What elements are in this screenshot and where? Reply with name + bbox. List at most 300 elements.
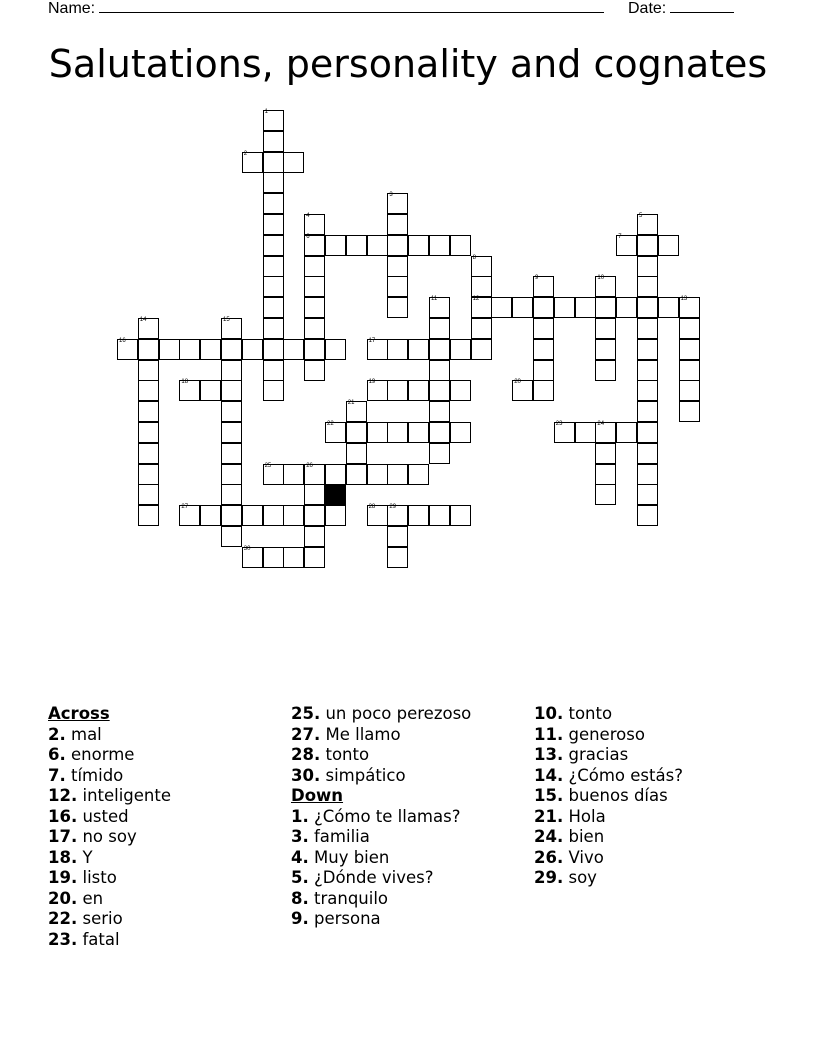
clue-number: 10. [534, 704, 564, 723]
clue-number: 17. [48, 827, 78, 846]
crossword-cell[interactable] [387, 276, 408, 297]
clue-text: simpático [320, 765, 406, 785]
crossword-cell[interactable] [387, 235, 408, 256]
crossword-cell[interactable] [221, 484, 242, 505]
clue-text: Me llamo [320, 724, 401, 744]
crossword-cell[interactable] [554, 422, 575, 443]
clue-column-3 [534, 704, 774, 889]
crossword-cell[interactable] [658, 297, 679, 318]
down-heading: Down [291, 786, 344, 805]
clue-text: Muy bien [308, 847, 390, 867]
crossword-cell[interactable] [304, 526, 325, 547]
crossword-cell[interactable] [471, 339, 492, 360]
across-clue-list-part-2 [291, 704, 531, 786]
crossword-cell[interactable] [429, 318, 450, 339]
down-clue [534, 868, 774, 889]
clue-column-2 [291, 704, 531, 930]
crossword-cell[interactable] [616, 297, 637, 318]
crossword-cell[interactable] [367, 422, 388, 443]
crossword-cell[interactable] [367, 464, 388, 485]
crossword-cell[interactable] [138, 339, 159, 360]
cell-number: 22 [327, 421, 334, 427]
clue-number: 30. [291, 765, 321, 785]
crossword-cell[interactable] [221, 443, 242, 464]
crossword-cell[interactable] [263, 152, 284, 173]
crossword-cell[interactable] [408, 235, 429, 256]
cell-number: 24 [597, 421, 605, 427]
crossword-cell[interactable] [304, 339, 325, 360]
across-clue [291, 766, 531, 787]
cell-number: 29 [389, 504, 397, 511]
crossword-cell[interactable] [263, 256, 284, 277]
crossword-cell[interactable] [637, 464, 658, 485]
clue-text: usted [77, 806, 129, 826]
crossword-cell[interactable] [263, 214, 284, 235]
crossword-cell[interactable] [283, 464, 304, 485]
crossword-cell[interactable] [263, 360, 284, 381]
cell-number: 15 [223, 317, 230, 323]
crossword-cell[interactable] [263, 276, 284, 297]
crossword-cell[interactable] [387, 464, 408, 485]
down-clue [291, 827, 531, 848]
crossword-cell[interactable] [138, 484, 159, 505]
clue-number: 23. [48, 929, 78, 949]
crossword-cell[interactable] [304, 318, 325, 339]
crossword-cell[interactable] [429, 443, 450, 464]
crossword-cell[interactable] [304, 235, 325, 256]
across-clue [48, 725, 288, 746]
across-clue-list-part-1 [48, 725, 288, 951]
crossword-cell[interactable] [595, 464, 616, 485]
crossword-cell[interactable] [387, 422, 408, 443]
clue-text: tranquilo [308, 888, 389, 908]
crossword-cell[interactable] [637, 235, 658, 256]
name-blank-line[interactable] [99, 0, 604, 13]
cell-number: 9 [535, 275, 539, 282]
crossword-cell[interactable] [346, 235, 367, 256]
crossword-cell[interactable] [450, 422, 471, 443]
down-clue [291, 848, 531, 869]
cell-number: 26 [306, 462, 313, 469]
crossword-cell[interactable] [471, 256, 492, 277]
crossword-cell[interactable] [450, 380, 471, 401]
crossword-cell[interactable] [221, 360, 242, 381]
crossword-cell[interactable] [679, 318, 700, 339]
cell-number: 23 [555, 421, 563, 427]
crossword-cell[interactable] [263, 380, 284, 401]
crossword-cell[interactable] [408, 464, 429, 485]
clue-number: 4. [291, 847, 309, 867]
crossword-cell[interactable] [325, 422, 346, 443]
crossword-cell[interactable] [637, 276, 658, 297]
crossword-cell[interactable] [283, 547, 304, 568]
crossword-cell[interactable] [283, 505, 304, 526]
crossword-cell[interactable] [595, 339, 616, 360]
cell-number: 16 [119, 337, 126, 344]
crossword-cell[interactable] [533, 318, 554, 339]
crossword-cell[interactable] [471, 318, 492, 339]
crossword-cell[interactable] [221, 505, 242, 526]
crossword-cell[interactable] [491, 297, 512, 318]
crossword-cell[interactable] [304, 276, 325, 297]
crossword-cell[interactable] [637, 360, 658, 381]
cell-number: 2 [243, 150, 248, 157]
cell-number: 13 [680, 296, 688, 303]
across-clue [48, 766, 288, 787]
crossword-cell[interactable] [221, 464, 242, 485]
down-clue [534, 745, 774, 766]
clue-number: 9. [291, 909, 309, 928]
crossword-cell[interactable] [325, 505, 346, 526]
clue-number: 1. [291, 806, 309, 826]
clue-text: ¿Dónde vives? [308, 868, 434, 887]
crossword-cell[interactable] [429, 297, 450, 318]
crossword-cell[interactable] [242, 152, 263, 173]
crossword-cell[interactable] [283, 152, 304, 173]
crossword-cell[interactable] [221, 422, 242, 443]
crossword-cell[interactable] [450, 339, 471, 360]
cell-number: 10 [597, 275, 605, 282]
clue-number: 3. [291, 827, 309, 846]
clue-text: listo [77, 868, 117, 887]
crossword-cell[interactable] [117, 339, 138, 360]
crossword-cell[interactable] [346, 464, 367, 485]
across-clue [48, 807, 288, 828]
crossword-cell[interactable] [200, 339, 221, 360]
crossword-cell[interactable] [367, 505, 388, 526]
crossword-cell[interactable] [367, 339, 388, 360]
across-clue [48, 889, 288, 910]
name-label: Name: [48, 0, 96, 17]
clue-number: 20. [48, 888, 78, 908]
clue-text: tonto [563, 704, 613, 723]
crossword-cell[interactable] [221, 318, 242, 339]
date-field[interactable] [628, 0, 734, 18]
crossword-black-cell [325, 484, 346, 505]
cell-number: 3 [389, 192, 393, 199]
down-clue [534, 766, 774, 787]
down-clue-list-part-2 [534, 704, 774, 889]
down-clue [534, 725, 774, 746]
crossword-cell[interactable] [429, 401, 450, 422]
crossword-cell[interactable] [575, 422, 596, 443]
clue-text: tímido [65, 765, 124, 785]
crossword-cell[interactable] [679, 339, 700, 360]
crossword-cell[interactable] [450, 235, 471, 256]
clue-number: 21. [534, 806, 564, 826]
clue-text: generoso [563, 724, 645, 744]
crossword-cell[interactable] [595, 297, 616, 318]
clue-number: 12. [48, 786, 78, 805]
crossword-cell[interactable] [221, 401, 242, 422]
clue-number: 5. [291, 868, 309, 887]
clue-number: 26. [534, 847, 564, 867]
cell-number: 20 [514, 379, 521, 386]
crossword-cell[interactable] [595, 484, 616, 505]
crossword-cell[interactable] [221, 380, 242, 401]
crossword-cell[interactable] [304, 256, 325, 277]
clue-number: 11. [534, 724, 564, 744]
cell-number: 6 [306, 233, 310, 240]
crossword-cell[interactable] [138, 443, 159, 464]
across-heading: Across [48, 704, 110, 723]
crossword-cell[interactable] [429, 422, 450, 443]
crossword-cell[interactable] [637, 422, 658, 443]
cell-number: 17 [368, 337, 376, 344]
clue-number: 22. [48, 909, 78, 928]
crossword-cell[interactable] [159, 339, 180, 360]
crossword-cell[interactable] [408, 339, 429, 360]
clue-number: 15. [534, 786, 564, 805]
crossword-cell[interactable] [346, 443, 367, 464]
clue-number: 25. [291, 704, 321, 723]
cell-number: 19 [368, 379, 376, 386]
crossword-cell[interactable] [533, 339, 554, 360]
crossword-cell[interactable] [200, 380, 221, 401]
clue-text: ¿Cómo te llamas? [308, 806, 461, 826]
crossword-cell[interactable] [138, 505, 159, 526]
crossword-cell[interactable] [387, 339, 408, 360]
crossword-cell[interactable] [554, 297, 575, 318]
crossword-cell[interactable] [138, 380, 159, 401]
clue-number: 27. [291, 724, 321, 744]
crossword-cell[interactable] [242, 505, 263, 526]
crossword-cell[interactable] [179, 339, 200, 360]
clue-text: ¿Cómo estás? [563, 765, 683, 785]
crossword-cell[interactable] [304, 505, 325, 526]
crossword-cell[interactable] [304, 547, 325, 568]
crossword-cell[interactable] [637, 214, 658, 235]
cell-number: 30 [243, 545, 251, 552]
across-clue [48, 786, 288, 807]
crossword-cell[interactable] [179, 505, 200, 526]
crossword-cell[interactable] [304, 297, 325, 318]
clue-number: 2. [48, 724, 66, 744]
clue-text: familia [308, 827, 370, 846]
crossword-cell[interactable] [637, 505, 658, 526]
cell-number: 25 [264, 462, 272, 469]
cell-number: 18 [181, 379, 189, 386]
cell-number: 11 [431, 296, 438, 303]
crossword-cell[interactable] [263, 318, 284, 339]
crossword-cell[interactable] [471, 276, 492, 297]
down-clue [291, 909, 531, 930]
crossword-cell[interactable] [387, 380, 408, 401]
crossword-cell[interactable] [263, 505, 284, 526]
down-clue-list-part-1 [291, 807, 531, 930]
down-clue [534, 848, 774, 869]
clue-text: buenos días [563, 786, 668, 805]
crossword-cell[interactable] [346, 401, 367, 422]
cell-number: 8 [472, 254, 476, 261]
crossword-cell[interactable] [512, 297, 533, 318]
crossword-cell[interactable] [637, 297, 658, 318]
clue-text: gracias [563, 745, 629, 764]
crossword-cell[interactable] [304, 484, 325, 505]
clue-text: tonto [320, 745, 370, 764]
down-clue [291, 889, 531, 910]
down-clue [291, 807, 531, 828]
crossword-cell[interactable] [637, 380, 658, 401]
down-clue [534, 786, 774, 807]
crossword-cell[interactable] [138, 401, 159, 422]
crossword-cell[interactable] [533, 276, 554, 297]
clue-number: 24. [534, 827, 564, 846]
crossword-cell[interactable] [429, 339, 450, 360]
clue-number: 13. [534, 745, 564, 764]
across-clue [291, 704, 531, 725]
crossword-cell[interactable] [138, 360, 159, 381]
crossword-cell[interactable] [200, 505, 221, 526]
cell-number: 27 [181, 504, 189, 511]
crossword-cell[interactable] [679, 360, 700, 381]
across-clue [48, 848, 288, 869]
crossword-cell[interactable] [637, 484, 658, 505]
crossword-cell[interactable] [304, 464, 325, 485]
clue-text: en [77, 888, 104, 908]
crossword-cell[interactable] [616, 235, 637, 256]
crossword-cell[interactable] [304, 214, 325, 235]
crossword-cell[interactable] [429, 360, 450, 381]
cell-number: 4 [306, 213, 310, 219]
crossword-cell[interactable] [512, 380, 533, 401]
crossword-cell[interactable] [367, 380, 388, 401]
clue-text: no soy [77, 827, 137, 846]
clue-number: 7. [48, 765, 66, 785]
crossword-cell[interactable] [429, 235, 450, 256]
crossword-cell[interactable] [263, 339, 284, 360]
across-clue [48, 827, 288, 848]
crossword-cell[interactable] [138, 318, 159, 339]
clue-text: fatal [77, 929, 120, 949]
crossword-cell[interactable] [263, 110, 284, 131]
crossword-cell[interactable] [221, 339, 242, 360]
crossword-cell[interactable] [242, 547, 263, 568]
crossword-cell[interactable] [387, 505, 408, 526]
crossword-cell[interactable] [595, 276, 616, 297]
down-clue [291, 868, 531, 889]
date-blank-line[interactable] [670, 0, 734, 13]
crossword-cell[interactable] [658, 235, 679, 256]
crossword-cell[interactable] [179, 380, 200, 401]
crossword-cell[interactable] [263, 235, 284, 256]
cell-number: 21 [347, 400, 355, 407]
crossword-cell[interactable] [637, 443, 658, 464]
across-clue [48, 930, 288, 951]
crossword-cell[interactable] [263, 464, 284, 485]
crossword-cell[interactable] [429, 380, 450, 401]
crossword-cell[interactable] [595, 422, 616, 443]
clue-text: enorme [65, 745, 135, 764]
crossword-cell[interactable] [595, 360, 616, 381]
crossword-cell[interactable] [387, 214, 408, 235]
clue-text: soy [563, 868, 597, 887]
crossword-cell[interactable] [138, 464, 159, 485]
date-label: Date: [628, 0, 667, 17]
crossword-cell[interactable] [450, 505, 471, 526]
crossword-cell[interactable] [679, 380, 700, 401]
crossword-cell[interactable] [325, 339, 346, 360]
clue-text: serio [77, 909, 123, 928]
crossword-cell[interactable] [533, 360, 554, 381]
crossword-cell[interactable] [263, 193, 284, 214]
crossword-cell[interactable] [595, 443, 616, 464]
crossword-cell[interactable] [221, 526, 242, 547]
crossword-cell[interactable] [679, 297, 700, 318]
crossword-cell[interactable] [471, 297, 492, 318]
crossword-cell[interactable] [263, 172, 284, 193]
clue-number: 19. [48, 868, 78, 887]
crossword-cell[interactable] [387, 256, 408, 277]
crossword-cell[interactable] [533, 380, 554, 401]
cell-number: 12 [472, 296, 480, 303]
crossword-cell[interactable] [387, 526, 408, 547]
crossword-cell[interactable] [242, 339, 263, 360]
crossword-cell[interactable] [637, 318, 658, 339]
across-clue [291, 745, 531, 766]
page-title: Salutations, personality and cognates [48, 42, 768, 86]
crossword-cell[interactable] [138, 422, 159, 443]
crossword-cell[interactable] [387, 547, 408, 568]
clue-number: 16. [48, 806, 78, 826]
cell-number: 14 [139, 317, 147, 323]
crossword-cell[interactable] [408, 505, 429, 526]
cell-number: 1 [264, 109, 268, 115]
cell-number: 5 [639, 213, 643, 219]
crossword-cell[interactable] [263, 547, 284, 568]
cell-number: 7 [618, 233, 622, 240]
across-clue [48, 909, 288, 930]
crossword-cell[interactable] [408, 380, 429, 401]
name-field[interactable] [48, 0, 604, 18]
clue-number: 28. [291, 745, 321, 764]
crossword-cell[interactable] [637, 256, 658, 277]
clue-text: inteligente [77, 786, 172, 805]
crossword-cell[interactable] [263, 297, 284, 318]
crossword-cell[interactable] [429, 505, 450, 526]
crossword-cell[interactable] [304, 360, 325, 381]
clue-text: bien [563, 827, 605, 846]
crossword-cell[interactable] [325, 235, 346, 256]
clue-column-1 [48, 704, 288, 950]
clue-number: 14. [534, 765, 564, 785]
crossword-cell[interactable] [346, 422, 367, 443]
crossword-cell[interactable] [637, 401, 658, 422]
crossword-cell[interactable] [367, 235, 388, 256]
crossword-cell[interactable] [387, 297, 408, 318]
clue-text: un poco perezoso [320, 704, 472, 723]
crossword-cell[interactable] [679, 401, 700, 422]
crossword-cell[interactable] [637, 339, 658, 360]
crossword-cell[interactable] [595, 318, 616, 339]
crossword-cell[interactable] [408, 422, 429, 443]
crossword-cell[interactable] [325, 464, 346, 485]
clue-text: Y [77, 847, 93, 867]
down-clue [534, 704, 774, 725]
crossword-cell[interactable] [616, 422, 637, 443]
clue-text: mal [65, 724, 102, 744]
crossword-cell[interactable] [387, 193, 408, 214]
across-clue [48, 745, 288, 766]
crossword-cell[interactable] [533, 297, 554, 318]
across-clue [291, 725, 531, 746]
down-clue [534, 807, 774, 828]
clue-number: 29. [534, 868, 564, 887]
clue-number: 8. [291, 888, 309, 908]
crossword-cell[interactable] [263, 131, 284, 152]
crossword-cell[interactable] [575, 297, 596, 318]
crossword-cell[interactable] [283, 339, 304, 360]
